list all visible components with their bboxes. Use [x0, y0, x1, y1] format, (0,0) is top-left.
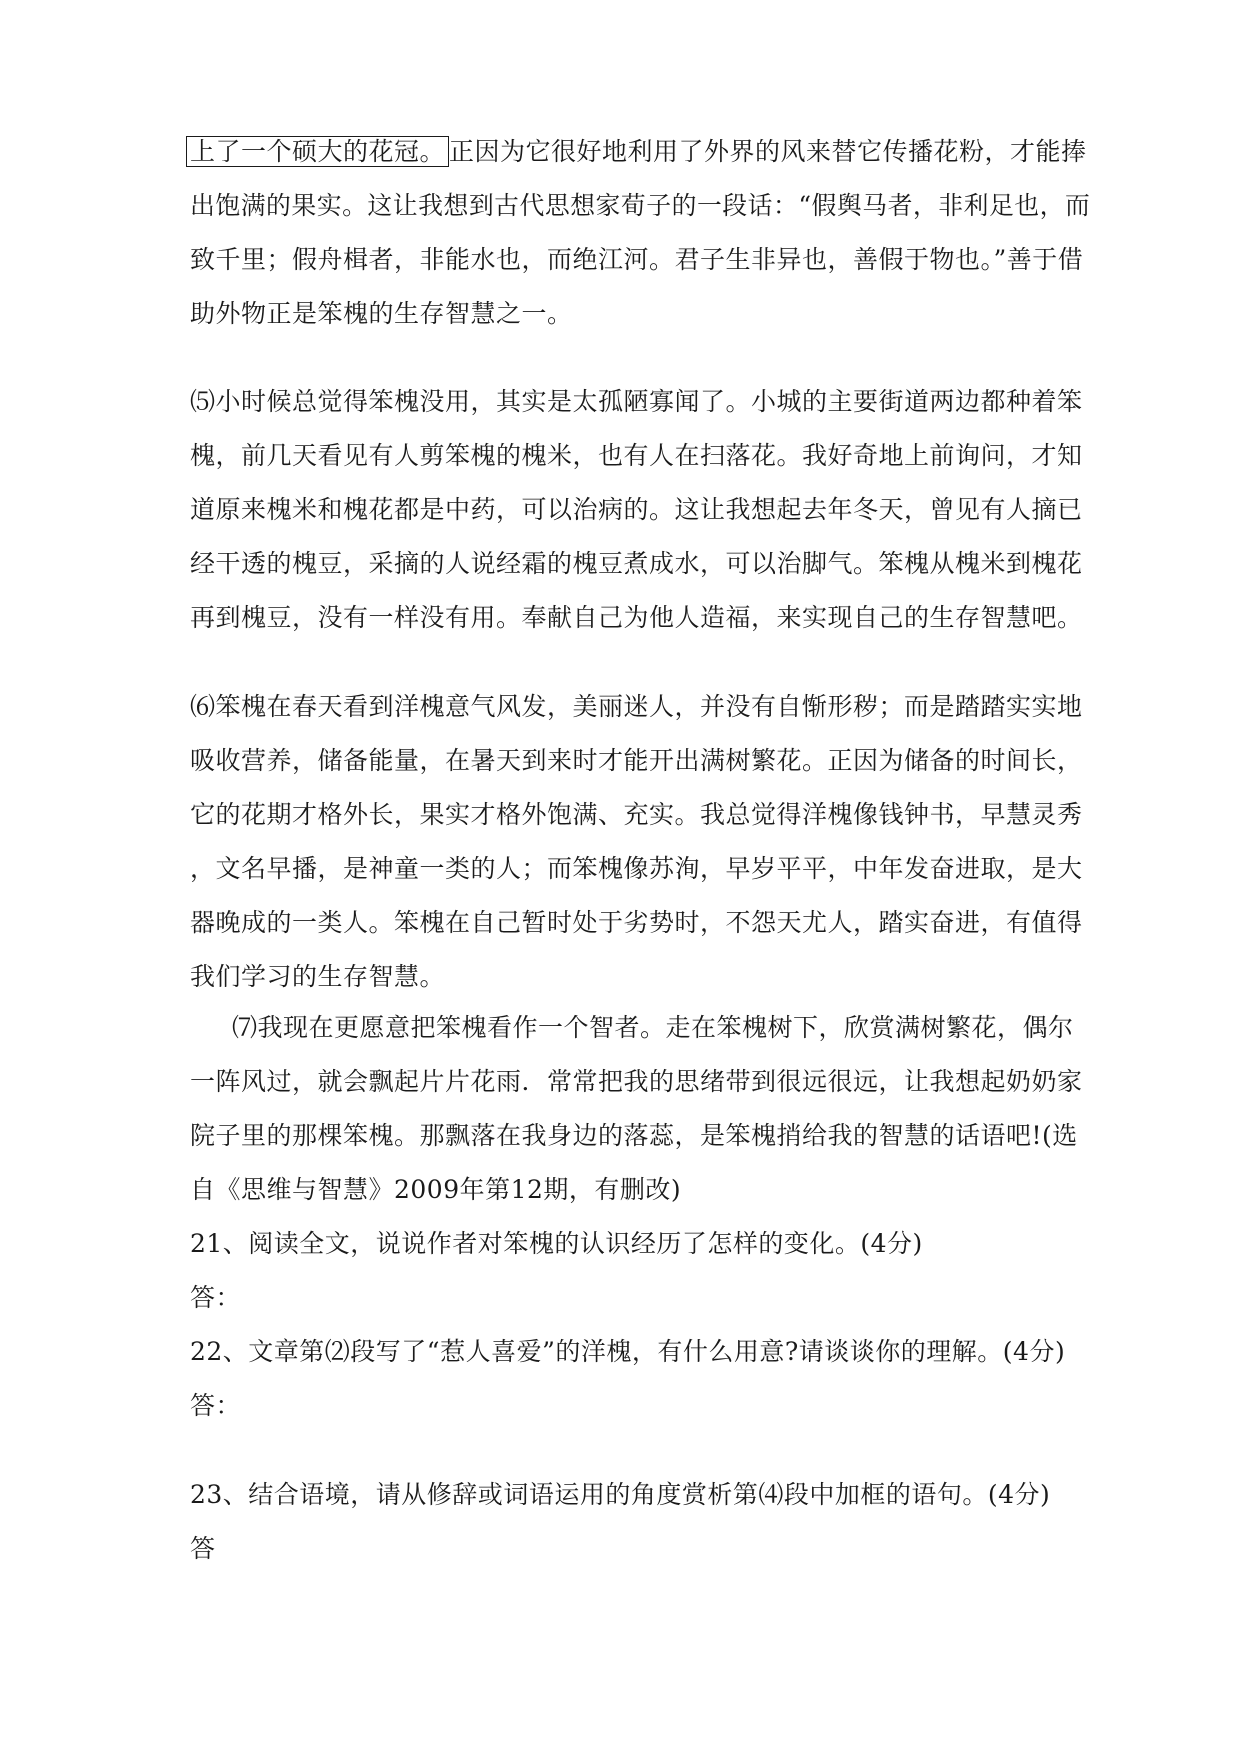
- paragraph4-line-3: 致千里；假舟楫者，非能水也，而绝江河。君子生非异也，善假于物也。”善于借: [190, 245, 1084, 274]
- paragraph6-line-3: 它的花期才格外长，果实才格外饱满、充实。我总觉得洋槐像钱钟书，早慧灵秀: [190, 800, 1083, 829]
- paragraph6-line-6: 我们学习的生存智慧。: [190, 962, 446, 991]
- question-22-answer-label: 答：: [190, 1391, 242, 1420]
- question-21-prompt: 21、阅读全文，说说作者对笨槐的认识经历了怎样的变化。(4分): [190, 1229, 923, 1258]
- paragraph6-line-2: 吸收营养，储备能量，在暑天到来时才能开出满树繁花。正因为储备的时间长，: [190, 746, 1083, 775]
- paragraph5-line-3: 道原来槐米和槐花都是中药，可以治病的。这让我想起去年冬天，曾见有人摘已: [190, 495, 1083, 524]
- paragraph5-line-5: 再到槐豆，没有一样没有用。奉献自己为他人造福，来实现自己的生存智慧吧。: [190, 603, 1083, 632]
- question-22-prompt: 22、文章第⑵段写了“惹人喜爱”的洋槐，有什么用意?请谈谈你的理解。(4分): [190, 1337, 1066, 1366]
- paragraph7-line-2: 一阵风过，就会飘起片片花雨．常常把我的思绪带到很远很远，让我想起奶奶家: [190, 1067, 1083, 1096]
- paragraph4-line-1: [190, 137, 1087, 167]
- paragraph7-line-4: 自《思维与智慧》2009年第12期，有删改): [190, 1175, 682, 1204]
- paragraph6-line-4: ，文名早播，是神童一类的人；而笨槐像苏洵，早岁平平，中年发奋进取，是大: [190, 854, 1083, 883]
- paragraph7-line-3: 院子里的那棵笨槐。那飘落在我身边的落蕊，是笨槐捎给我的智慧的话语吧!(选: [190, 1121, 1078, 1150]
- paragraph4-line-4: 助外物正是笨槐的生存智慧之一。: [190, 299, 573, 328]
- paragraph6-line-1: ⑹笨槐在春天看到洋槐意气风发，美丽迷人，并没有自惭形秽；而是踏踏实实地: [190, 692, 1083, 721]
- paragraph5-line-2: 槐，前几天看见有人剪笨槐的槐米，也有人在扫落花。我好奇地上前询问，才知: [190, 441, 1083, 470]
- paragraph5-line-4: 经干透的槐豆，采摘的人说经霜的槐豆煮成水，可以治脚气。笨槐从槐米到槐花: [190, 549, 1083, 578]
- paragraph4-line-1-rest: 正因为它很好地利用了外界的风来替它传播花粉，才能捧: [449, 137, 1087, 166]
- question-23-prompt: 23、结合语境，请从修辞或词语运用的角度赏析第⑷段中加框的语句。(4分): [190, 1480, 1051, 1509]
- question-21-answer-label: 答：: [190, 1283, 242, 1312]
- boxed-sentence: 上了一个硕大的花冠。: [186, 136, 449, 167]
- paragraph7-line-1: ⑺我现在更愿意把笨槐看作一个智者。走在笨槐树下，欣赏满树繁花，偶尔: [232, 1013, 1074, 1042]
- question-23-answer-label: 答: [190, 1534, 216, 1563]
- paragraph5-line-1: ⑸小时候总觉得笨槐没用，其实是太孤陋寡闻了。小城的主要街道两边都种着笨: [190, 387, 1083, 416]
- paragraph6-line-5: 器晚成的一类人。笨槐在自己暂时处于劣势时，不怨天尤人，踏实奋进，有值得: [190, 908, 1083, 937]
- paragraph4-line-2: 出饱满的果实。这让我想到古代思想家荀子的一段话：“假舆马者，非利足也，而: [190, 191, 1091, 220]
